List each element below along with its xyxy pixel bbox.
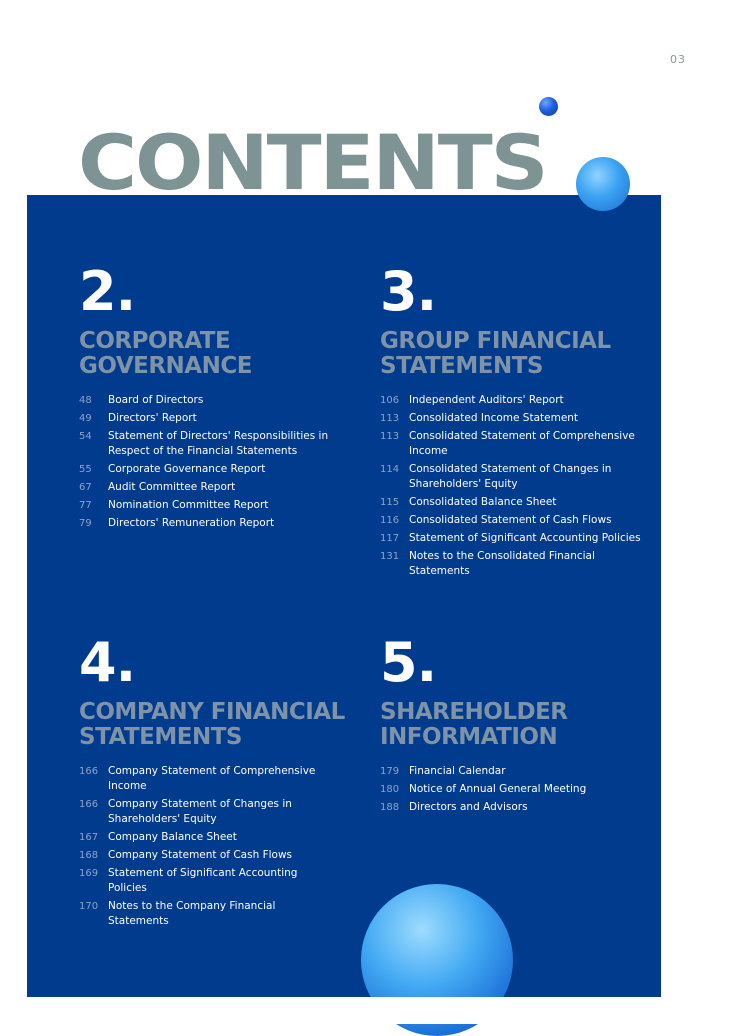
section-title-line: STATEMENTS (79, 724, 242, 750)
small-sphere-decoration (539, 97, 558, 116)
section-title-line: SHAREHOLDER (380, 699, 568, 725)
section-title-line: GROUP FINANCIAL (380, 328, 611, 354)
toc-page: 113 (380, 431, 400, 442)
section-title-line: STATEMENTS (380, 353, 543, 379)
toc-page: 67 (79, 482, 92, 493)
toc-entry[interactable] (79, 830, 329, 845)
toc-page: 55 (79, 464, 92, 475)
toc-entry[interactable] (79, 480, 359, 495)
toc-entry[interactable] (79, 516, 359, 531)
section-title-line: INFORMATION (380, 724, 558, 750)
toc-label: Directors' Report (108, 412, 197, 424)
toc-entry[interactable] (79, 848, 329, 863)
section-shareholder-information (380, 631, 650, 818)
toc-entry[interactable] (79, 498, 359, 513)
toc-page: 180 (380, 784, 400, 795)
toc-page: 114 (380, 464, 400, 475)
toc-entry[interactable] (380, 782, 650, 797)
toc-page: 79 (79, 518, 92, 529)
toc-entry[interactable] (380, 393, 650, 408)
toc-page: 168 (79, 850, 99, 861)
toc-entry[interactable] (380, 429, 650, 459)
section-title (380, 329, 650, 379)
toc-label: Notice of Annual General Meeting (409, 783, 587, 795)
toc-page: 170 (79, 901, 99, 912)
toc-page: 188 (380, 802, 400, 813)
toc-list (380, 393, 650, 579)
toc-page: 113 (380, 413, 400, 424)
toc-label: Statement of Significant Accounting Policies (409, 532, 641, 544)
toc-entry[interactable] (79, 393, 359, 408)
toc-label: Consolidated Statement of Cash Flows (409, 514, 612, 526)
toc-page: 49 (79, 413, 92, 424)
page-number: 03 (670, 53, 686, 66)
toc-entry[interactable] (79, 899, 329, 929)
section-title (380, 700, 650, 750)
section-number: 5. (380, 631, 437, 694)
toc-entry[interactable] (380, 495, 650, 510)
toc-label: Corporate Governance Report (108, 463, 266, 475)
toc-page: 167 (79, 832, 99, 843)
toc-page: 117 (380, 533, 400, 544)
toc-list (79, 393, 359, 531)
toc-entry[interactable] (380, 411, 650, 426)
toc-label: Company Statement of Changes in Shareholders' Equity (108, 798, 292, 825)
section-corporate-governance (79, 260, 359, 534)
medium-sphere-decoration (576, 157, 630, 211)
section-title-line: CORPORATE (79, 328, 231, 354)
section-title (79, 329, 359, 379)
toc-label: Consolidated Statement of Changes in Shareholders' Equity (409, 463, 612, 490)
toc-entry[interactable] (380, 462, 650, 492)
toc-list (79, 764, 329, 929)
toc-label: Company Statement of Comprehensive Income (108, 765, 316, 792)
toc-label: Consolidated Income Statement (409, 412, 579, 424)
toc-page: 169 (79, 868, 99, 879)
section-number: 4. (79, 631, 136, 694)
toc-label: Notes to the Consolidated Financial Statements (409, 550, 595, 577)
section-number: 3. (380, 260, 437, 323)
toc-page: 77 (79, 500, 92, 511)
toc-page: 115 (380, 497, 400, 508)
toc-entry[interactable] (79, 764, 329, 794)
section-company-financial-statements (79, 631, 359, 932)
section-group-financial-statements (380, 260, 650, 582)
toc-entry[interactable] (380, 549, 650, 579)
toc-entry[interactable] (79, 797, 329, 827)
toc-label: Board of Directors (108, 394, 204, 406)
page-title: CONTENTS (78, 118, 547, 207)
toc-label: Consolidated Balance Sheet (409, 496, 557, 508)
toc-label: Company Statement of Cash Flows (108, 849, 293, 861)
toc-label: Directors and Advisors (409, 801, 528, 813)
toc-label: Consolidated Statement of Comprehensive Income (409, 430, 635, 457)
toc-list (380, 764, 650, 815)
toc-page: 131 (380, 551, 400, 562)
toc-entry[interactable] (380, 531, 650, 546)
section-title-line: COMPANY FINANCIAL (79, 699, 345, 725)
toc-entry[interactable] (79, 462, 359, 477)
section-title-line: GOVERNANCE (79, 353, 252, 379)
toc-entry[interactable] (79, 429, 359, 459)
toc-label: Independent Auditors' Report (409, 394, 564, 406)
toc-entry[interactable] (380, 513, 650, 528)
bottom-margin (27, 997, 740, 1024)
toc-entry[interactable] (380, 800, 650, 815)
toc-page: 166 (79, 766, 99, 777)
toc-label: Financial Calendar (409, 765, 506, 777)
toc-label: Notes to the Company Financial Statements (108, 900, 276, 927)
toc-page: 166 (79, 799, 99, 810)
toc-page: 179 (380, 766, 400, 777)
section-number: 2. (79, 260, 136, 323)
toc-label: Statement of Directors' Responsibilities in Respect of the Financial Statements (108, 430, 329, 457)
toc-label: Audit Committee Report (108, 481, 236, 493)
toc-page: 54 (79, 431, 92, 442)
toc-entry[interactable] (79, 411, 359, 426)
toc-label: Directors' Remuneration Report (108, 517, 275, 529)
toc-label: Company Balance Sheet (108, 831, 237, 843)
toc-page: 48 (79, 395, 92, 406)
toc-page: 116 (380, 515, 400, 526)
toc-entry[interactable] (79, 866, 329, 896)
toc-entry[interactable] (380, 764, 650, 779)
toc-label: Statement of Significant Accounting Policies (108, 867, 298, 894)
toc-page: 106 (380, 395, 400, 406)
toc-label: Nomination Committee Report (108, 499, 269, 511)
section-title (79, 700, 359, 750)
